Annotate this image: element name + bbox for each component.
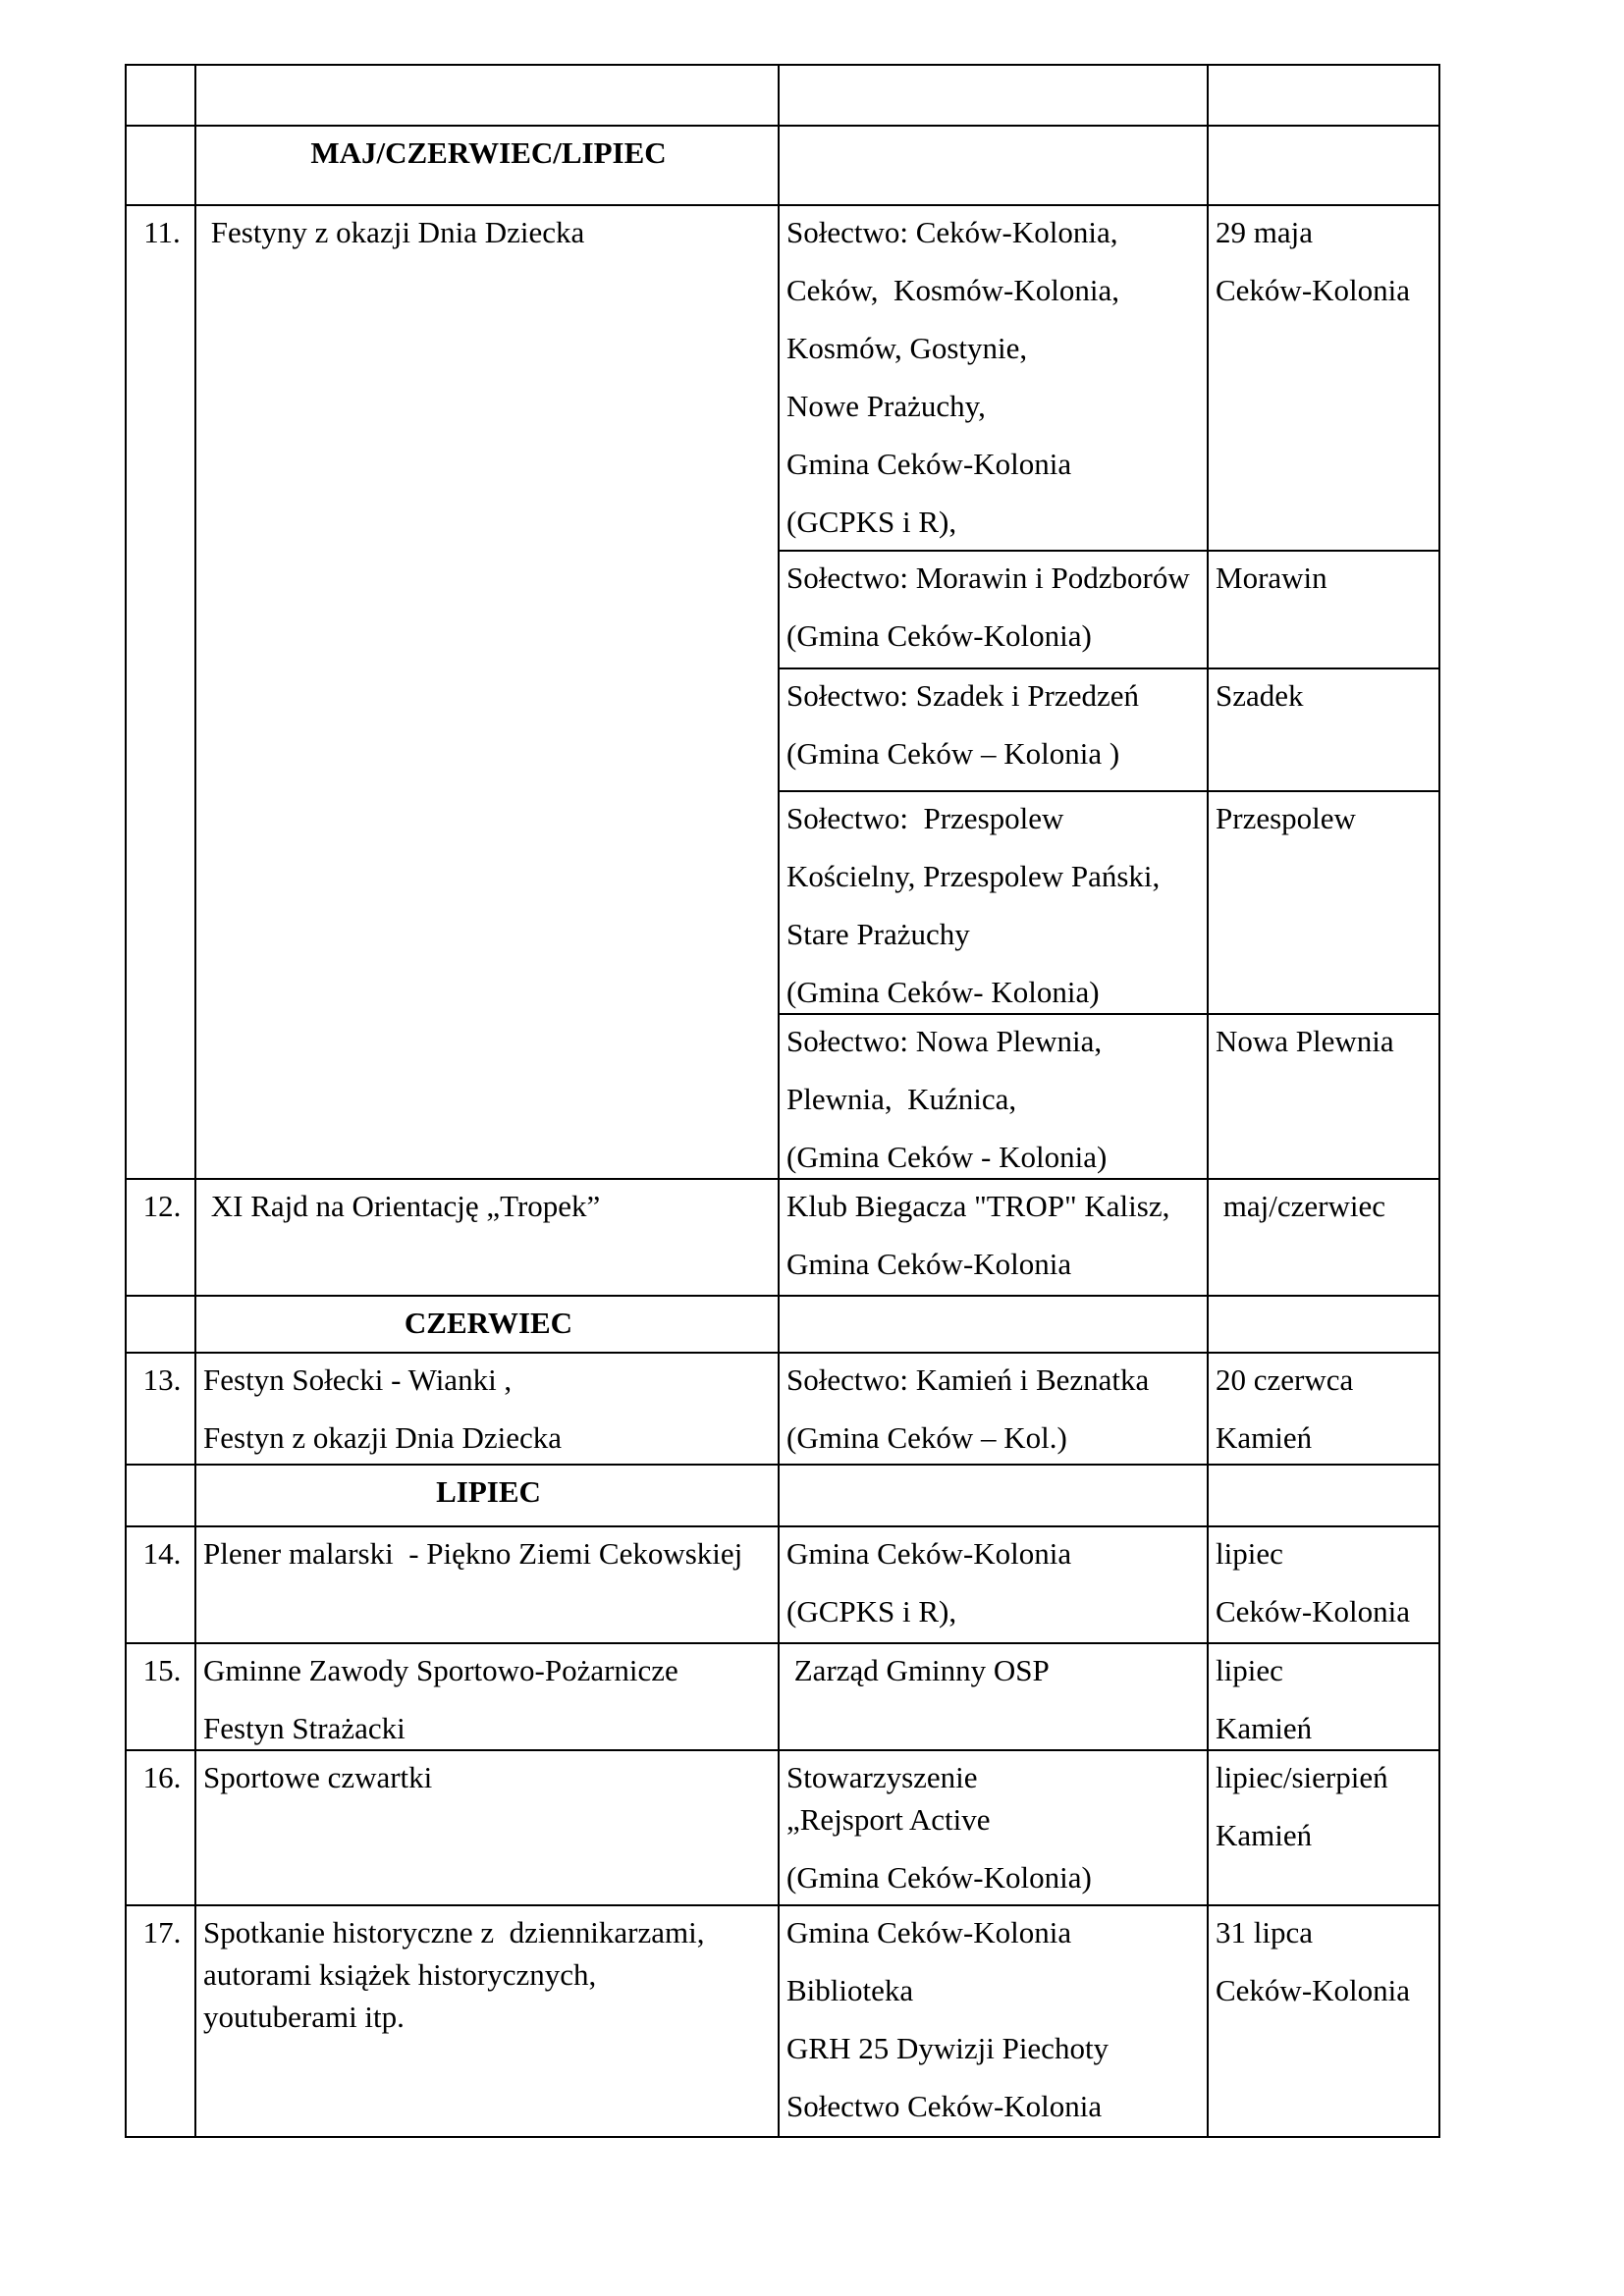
- paragraph: [786, 269, 1203, 311]
- paragraph: [134, 1185, 190, 1227]
- text-line: Ceków, Kosmów-Kolonia,: [786, 273, 1119, 307]
- calendar-table: [125, 64, 1440, 2138]
- text-line: Sołectwo: Kamień i Beznatka: [786, 1362, 1150, 1397]
- text-line: XI Rajd na Orientację „Tropek”: [203, 1189, 601, 1223]
- paragraph: [1216, 1911, 1435, 1953]
- text-line: GRH 25 Dywizji Piechoty: [786, 2031, 1110, 2065]
- event-name: [195, 1353, 779, 1465]
- paragraph: [786, 327, 1203, 369]
- paragraph: [786, 1185, 1203, 1227]
- paragraph: [786, 557, 1203, 599]
- text-line: Sołectwo: Szadek i Przedzeń: [786, 678, 1139, 713]
- text-line: (Gmina Ceków- Kolonia): [786, 975, 1100, 1009]
- paragraph: [203, 1649, 774, 1691]
- date-place: [1208, 1179, 1439, 1296]
- date-place: [1208, 1643, 1439, 1750]
- text-line: Gminne Zawody Sportowo-Pożarnicze: [203, 1653, 678, 1687]
- paragraph: [1216, 1185, 1435, 1227]
- date-place: [1208, 1353, 1439, 1465]
- table-row: [126, 1643, 1439, 1750]
- paragraph: [134, 1532, 190, 1575]
- text-line: Sportowe czwartki: [203, 1760, 433, 1794]
- text-line: 14.: [142, 1536, 182, 1571]
- paragraph: [786, 674, 1203, 717]
- date-place: [1208, 1905, 1439, 2137]
- text-line: CZERWIEC: [404, 1306, 573, 1340]
- text-line: Klub Biegacza "TROP" Kalisz,: [786, 1189, 1170, 1223]
- paragraph: [786, 2085, 1203, 2127]
- event-name: [195, 1526, 779, 1643]
- empty-cell: [779, 65, 1208, 126]
- organizer: [779, 1353, 1208, 1465]
- paragraph: [786, 2027, 1203, 2069]
- text-line: (GCPKS i R),: [786, 1594, 957, 1629]
- text-line: „Rejsport Active: [786, 1802, 991, 1837]
- date-place: [1208, 205, 1439, 551]
- text-line: Sołectwo: Ceków-Kolonia,: [786, 215, 1118, 249]
- paragraph: [1216, 1359, 1435, 1401]
- text-line: Biblioteka: [786, 1973, 914, 2007]
- empty-cell: [126, 65, 195, 126]
- text-line: Nowe Prażuchy,: [786, 389, 986, 423]
- paragraph: [1216, 1756, 1435, 1798]
- text-line: Festyny z okazji Dnia Dziecka: [203, 215, 585, 249]
- table-row: [126, 1750, 1439, 1905]
- text-line: (Gmina Ceków – Kolonia ): [786, 736, 1120, 771]
- text-line: lipiec/sierpień: [1216, 1760, 1388, 1794]
- paragraph: [786, 614, 1203, 657]
- text-line: Stowarzyszenie: [786, 1760, 978, 1794]
- paragraph: [786, 1532, 1203, 1575]
- text-line: lipiec: [1216, 1536, 1283, 1571]
- organizer: [779, 205, 1208, 551]
- empty-cell: [1208, 126, 1439, 205]
- paragraph: [786, 1136, 1203, 1178]
- paragraph: [786, 797, 1203, 839]
- empty-cell: [195, 65, 779, 126]
- paragraph: [203, 1302, 774, 1344]
- table-row: [126, 65, 1439, 126]
- paragraph: [786, 855, 1203, 897]
- row-number: [126, 1643, 195, 1750]
- paragraph: [786, 1359, 1203, 1401]
- paragraph: [1216, 674, 1435, 717]
- text-line: LIPIEC: [436, 1474, 541, 1509]
- table-row: [126, 1179, 1439, 1296]
- text-line: Gmina Ceków-Kolonia: [786, 1536, 1072, 1571]
- event-name: [195, 205, 779, 1179]
- date-place: [1208, 791, 1439, 1014]
- paragraph: [134, 1359, 190, 1401]
- paragraph: [786, 1649, 1203, 1691]
- paragraph: [786, 1590, 1203, 1632]
- table-row: [126, 1296, 1439, 1353]
- text-line: Kamień: [1216, 1711, 1313, 1745]
- text-line: 12.: [142, 1189, 182, 1223]
- text-line: Szadek: [1216, 678, 1304, 713]
- text-line: Gmina Ceków-Kolonia: [786, 447, 1072, 481]
- month-header: [195, 126, 779, 205]
- text-line: Ceków-Kolonia: [1216, 273, 1411, 307]
- empty-cell: [779, 126, 1208, 205]
- paragraph: [1216, 1707, 1435, 1749]
- text-line: 15.: [142, 1653, 182, 1687]
- table-row: [126, 205, 1439, 551]
- month-header: [195, 1465, 779, 1526]
- text-line: autorami książek historycznych,: [203, 1957, 597, 1992]
- paragraph: [1216, 269, 1435, 311]
- row-number: [126, 205, 195, 1179]
- paragraph: [786, 1911, 1203, 1953]
- paragraph: [1216, 1814, 1435, 1856]
- text-line: youtuberami itp.: [203, 2000, 405, 2034]
- text-line: 29 maja: [1216, 215, 1313, 249]
- organizer: [779, 1750, 1208, 1905]
- table-row: [126, 1465, 1439, 1526]
- text-line: Kamień: [1216, 1420, 1313, 1455]
- text-line: (Gmina Ceków - Kolonia): [786, 1140, 1108, 1174]
- paragraph: [203, 211, 774, 253]
- paragraph: [203, 1707, 774, 1749]
- event-name: [195, 1179, 779, 1296]
- text-line: Gmina Ceków-Kolonia: [786, 1915, 1072, 1949]
- paragraph: [203, 1532, 774, 1575]
- empty-cell: [126, 1465, 195, 1526]
- organizer: [779, 791, 1208, 1014]
- text-line: (Gmina Ceków – Kol.): [786, 1420, 1067, 1455]
- text-line: maj/czerwiec: [1216, 1189, 1385, 1223]
- text-line: 11.: [143, 215, 181, 249]
- text-line: 13.: [142, 1362, 182, 1397]
- text-line: Festyn Strażacki: [203, 1711, 406, 1745]
- empty-cell: [1208, 65, 1439, 126]
- paragraph: [786, 385, 1203, 427]
- text-line: Kosmów, Gostynie,: [786, 331, 1028, 365]
- paragraph: [203, 1470, 774, 1513]
- empty-cell: [779, 1296, 1208, 1353]
- paragraph: [203, 1416, 774, 1459]
- text-line: 31 lipca: [1216, 1915, 1313, 1949]
- empty-cell: [1208, 1465, 1439, 1526]
- organizer: [779, 1643, 1208, 1750]
- paragraph: [786, 1856, 1203, 1898]
- text-line: Spotkanie historyczne z dziennikarzami,: [203, 1915, 705, 1949]
- text-line: Sołectwo: Morawin i Podzborów: [786, 561, 1190, 595]
- paragraph: [786, 971, 1203, 1013]
- date-place: [1208, 551, 1439, 668]
- text-line: 17.: [142, 1915, 182, 1949]
- date-place: [1208, 1526, 1439, 1643]
- text-line: Morawin: [1216, 561, 1327, 595]
- text-line: Sołectwo: Przespolew: [786, 801, 1064, 835]
- event-name: [195, 1750, 779, 1905]
- table-row: [126, 1526, 1439, 1643]
- paragraph: [203, 132, 774, 174]
- text-line: Festyn Sołecki - Wianki ,: [203, 1362, 513, 1397]
- organizer: [779, 1526, 1208, 1643]
- text-line: Ceków-Kolonia: [1216, 1594, 1411, 1629]
- text-line: Stare Prażuchy: [786, 917, 970, 951]
- paragraph: [203, 1911, 774, 2038]
- paragraph: [1216, 1020, 1435, 1062]
- organizer: [779, 1179, 1208, 1296]
- text-line: lipiec: [1216, 1653, 1283, 1687]
- text-line: Zarząd Gminny OSP: [786, 1653, 1050, 1687]
- table-row: [126, 126, 1439, 205]
- empty-cell: [1208, 1296, 1439, 1353]
- text-line: Ceków-Kolonia: [1216, 1973, 1411, 2007]
- text-line: Kościelny, Przespolew Pański,: [786, 859, 1161, 893]
- paragraph: [203, 1359, 774, 1401]
- paragraph: [786, 1416, 1203, 1459]
- paragraph: [1216, 557, 1435, 599]
- text-line: Plener malarski - Piękno Ziemi Cekowskiej: [203, 1536, 743, 1571]
- date-place: [1208, 668, 1439, 791]
- text-line: Nowa Plewnia: [1216, 1024, 1394, 1058]
- row-number: [126, 1750, 195, 1905]
- paragraph: [786, 913, 1203, 955]
- text-line: (Gmina Ceków-Kolonia): [786, 618, 1092, 653]
- organizer: [779, 1905, 1208, 2137]
- row-number: [126, 1353, 195, 1465]
- text-line: Przespolew: [1216, 801, 1356, 835]
- event-name: [195, 1905, 779, 2137]
- paragraph: [786, 1020, 1203, 1062]
- paragraph: [203, 1185, 774, 1227]
- paragraph: [786, 211, 1203, 253]
- paragraph: [134, 1911, 190, 1953]
- paragraph: [1216, 1969, 1435, 2011]
- paragraph: [134, 211, 190, 253]
- empty-cell: [779, 1465, 1208, 1526]
- paragraph: [786, 443, 1203, 485]
- paragraph: [786, 1969, 1203, 2011]
- text-line: Festyn z okazji Dnia Dziecka: [203, 1420, 562, 1455]
- paragraph: [786, 501, 1203, 543]
- paragraph: [1216, 797, 1435, 839]
- text-line: 16.: [142, 1760, 182, 1794]
- text-line: MAJ/CZERWIEC/LIPIEC: [310, 135, 667, 170]
- paragraph: [786, 1756, 1203, 1841]
- text-line: (Gmina Ceków-Kolonia): [786, 1860, 1092, 1895]
- paragraph: [786, 732, 1203, 774]
- paragraph: [1216, 1590, 1435, 1632]
- paragraph: [1216, 1649, 1435, 1691]
- paragraph: [134, 1649, 190, 1691]
- month-header: [195, 1296, 779, 1353]
- empty-cell: [126, 126, 195, 205]
- paragraph: [786, 1243, 1203, 1285]
- date-place: [1208, 1750, 1439, 1905]
- paragraph: [203, 1756, 774, 1798]
- event-name: [195, 1643, 779, 1750]
- text-line: 20 czerwca: [1216, 1362, 1354, 1397]
- date-place: [1208, 1014, 1439, 1179]
- text-line: (GCPKS i R),: [786, 505, 957, 539]
- table-row: [126, 1905, 1439, 2137]
- text-line: Sołectwo: Nowa Plewnia,: [786, 1024, 1103, 1058]
- organizer: [779, 668, 1208, 791]
- text-line: Gmina Ceków-Kolonia: [786, 1247, 1072, 1281]
- empty-cell: [126, 1296, 195, 1353]
- table-row: [126, 1353, 1439, 1465]
- paragraph: [1216, 1416, 1435, 1459]
- paragraph: [1216, 211, 1435, 253]
- paragraph: [786, 1078, 1203, 1120]
- paragraph: [134, 1756, 190, 1798]
- text-line: Kamień: [1216, 1818, 1313, 1852]
- text-line: Sołectwo Ceków-Kolonia: [786, 2089, 1103, 2123]
- organizer: [779, 551, 1208, 668]
- row-number: [126, 1905, 195, 2137]
- paragraph: [1216, 1532, 1435, 1575]
- row-number: [126, 1179, 195, 1296]
- row-number: [126, 1526, 195, 1643]
- text-line: Plewnia, Kuźnica,: [786, 1082, 1017, 1116]
- organizer: [779, 1014, 1208, 1179]
